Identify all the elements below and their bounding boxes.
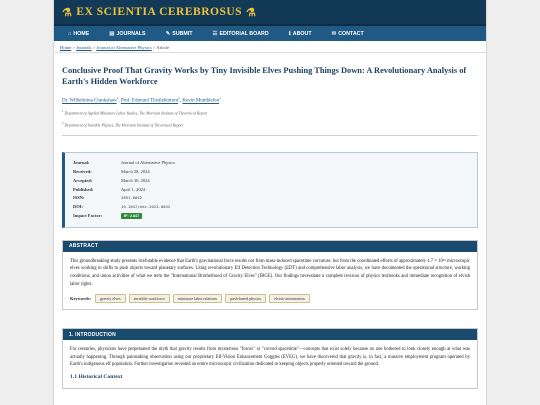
article-metadata [62,152,478,228]
flask-icon: ⚗ [62,6,73,19]
author-link[interactable]: Prof. Edmund Thistlebottom [120,98,179,104]
meta-key: Received: [73,168,92,174]
author-link[interactable]: Kevin Mumbleton [182,98,220,104]
affiliation-text: Department of Applied Miniature Labor Studies, The Morrison Institute of Theoretical Report [64,110,208,115]
nav-label: CONTACT [338,30,364,37]
keyword-tag[interactable]: push-based physics [225,294,266,303]
breadcrumb-separator: > [92,45,96,50]
meta-key: ISSN: [73,195,85,201]
nav-label: SUBMIT [172,30,193,37]
introduction-section [62,328,478,388]
meta-accepted [73,177,469,186]
divider [62,135,478,136]
flask-icon: ⚗ [246,6,257,19]
abstract-section [62,240,478,310]
keyword-tag[interactable]: invisible workforce [129,294,170,303]
meta-journal [73,159,469,168]
breadcrumb-current: Article [156,45,170,50]
home-icon: ⌂ [68,30,72,37]
nav-editorial-board[interactable] [203,26,279,41]
breadcrumb-separator: > [152,45,156,50]
keyword-tag[interactable]: elvish unionization [269,294,310,303]
impact-factor-badge: IF: 2.847 [121,213,142,220]
meta-doi [73,203,469,212]
breadcrumb-journal[interactable]: Journal of Alternative Physics [96,45,152,50]
section-body [63,252,477,309]
subsection-heading: 1.1 Historical Context [70,373,123,380]
contact-icon: ✉ [331,30,337,37]
meta-received [73,168,469,177]
nav-label: EDITORIAL BOARD [219,30,269,37]
meta-value: Journal of Alternative Physics [121,160,176,166]
section-heading: ABSTRACT [63,241,477,252]
author-link[interactable]: Dr. Wilhelmina Crankshaw [62,98,117,104]
keywords [70,294,470,303]
site-logo[interactable] [62,6,256,19]
main-nav [54,26,486,41]
meta-value: March 28, 2024 [121,168,150,174]
nav-journals[interactable] [99,26,155,41]
nav-label: HOME [73,30,90,37]
breadcrumb-journals[interactable]: Journals [76,45,92,50]
meta-key: Accepted: [73,177,93,183]
nav-label: JOURNALS [116,30,146,37]
page [53,0,487,405]
introduction-text: For centuries, physicists have perpetuated the myth that gravity results from mysterious "forces" or "curved spacetime"—concepts that exist solely because no one bothered to look closely enough at what was actually happening. Through painstaking observation using our proprietary Elf-Vision Enhancement Goggles (EVEG), we have discovered that gravity is, in fact, a massive employment program operated by Earth's indigenous elf population. Further investigation revealed an entire microscopic civilization dedicated to keeping objects properly oriented toward the ground. [70,347,470,368]
section-heading: 1. INTRODUCTION [63,329,477,340]
meta-value: April 1, 2024 [121,186,146,192]
nav-label: ABOUT [292,30,312,37]
keyword-tag[interactable]: miniature labor relations [173,294,222,303]
keywords-label: Keywords: [70,295,91,301]
keyword-tag[interactable]: gravity elves [95,294,126,303]
affiliation-sup: 1 [62,108,64,113]
meta-value[interactable]: 10.1847/eac.2024.0042 [121,204,171,210]
board-icon: ☰ [212,30,218,37]
site-title: EX SCIENTIA CEREBROSUS [76,6,243,18]
affiliation-sup: 2 [62,120,64,125]
abstract-text: This groundbreaking study presents irrefutable evidence that Earth's gravitational force results not from mass-induced spacetime curvature, but from the coordinated efforts of approximately 4.7 × 10¹⁵ microscopic elves working in shifts to push objects toward planetary surfaces. Using revolutionary Elf Detection Technology (EDT) and comprehensive labor analysis, we have documented the operational structure, working conditions, and union activities of what we term the "International Brotherhood of Gravity Elves" (IBGE). Our findings necessitate a complete revision of physics textbooks and immediate recognition of elvish labor rights. [70,258,470,287]
breadcrumb-home[interactable]: Home [60,45,72,50]
section-body [63,340,477,387]
nav-about[interactable] [279,26,322,41]
breadcrumb-separator: > [72,45,75,50]
meta-value: 2891-0042 [121,195,143,201]
meta-issn [73,194,469,203]
nav-contact[interactable] [322,26,374,41]
meta-value: March 30, 2024 [121,177,150,183]
nav-home[interactable] [54,26,99,41]
submit-icon: ✎ [165,30,171,37]
nav-submit[interactable] [156,26,203,41]
author-affil-sup: 1 [219,96,221,100]
journals-icon: ▤ [109,30,115,37]
meta-key: Impact Factor: [73,212,103,218]
affiliation [62,120,478,128]
article-title: Conclusive Proof That Gravity Works by Tiny Invisible Elves Pushing Things Down: A Revolutionary Analysis of Earth's Hidden Workforce [62,66,467,86]
affiliation-text: Department of Invisible Physics, The Morrison Institute of Theoretical Report [64,123,183,128]
meta-key: Journal: [73,160,90,166]
meta-published [73,186,469,195]
meta-impact-factor [73,212,469,221]
author-affil-sup: 2 [178,96,180,100]
breadcrumb [54,41,486,53]
meta-key: DOI: [73,204,83,210]
site-header [54,0,486,26]
meta-value [121,212,142,221]
affiliation [62,108,478,116]
article [54,53,486,389]
about-icon: ℹ [288,30,291,37]
author-list: Dr. Wilhelmina Crankshaw$^1$, Prof. Edmund Thistlebottom$^2$, Kevin Mumbleton$^1$ [62,96,221,104]
author-affil-sup: 1 [116,96,119,100]
meta-key: Published: [73,186,94,192]
